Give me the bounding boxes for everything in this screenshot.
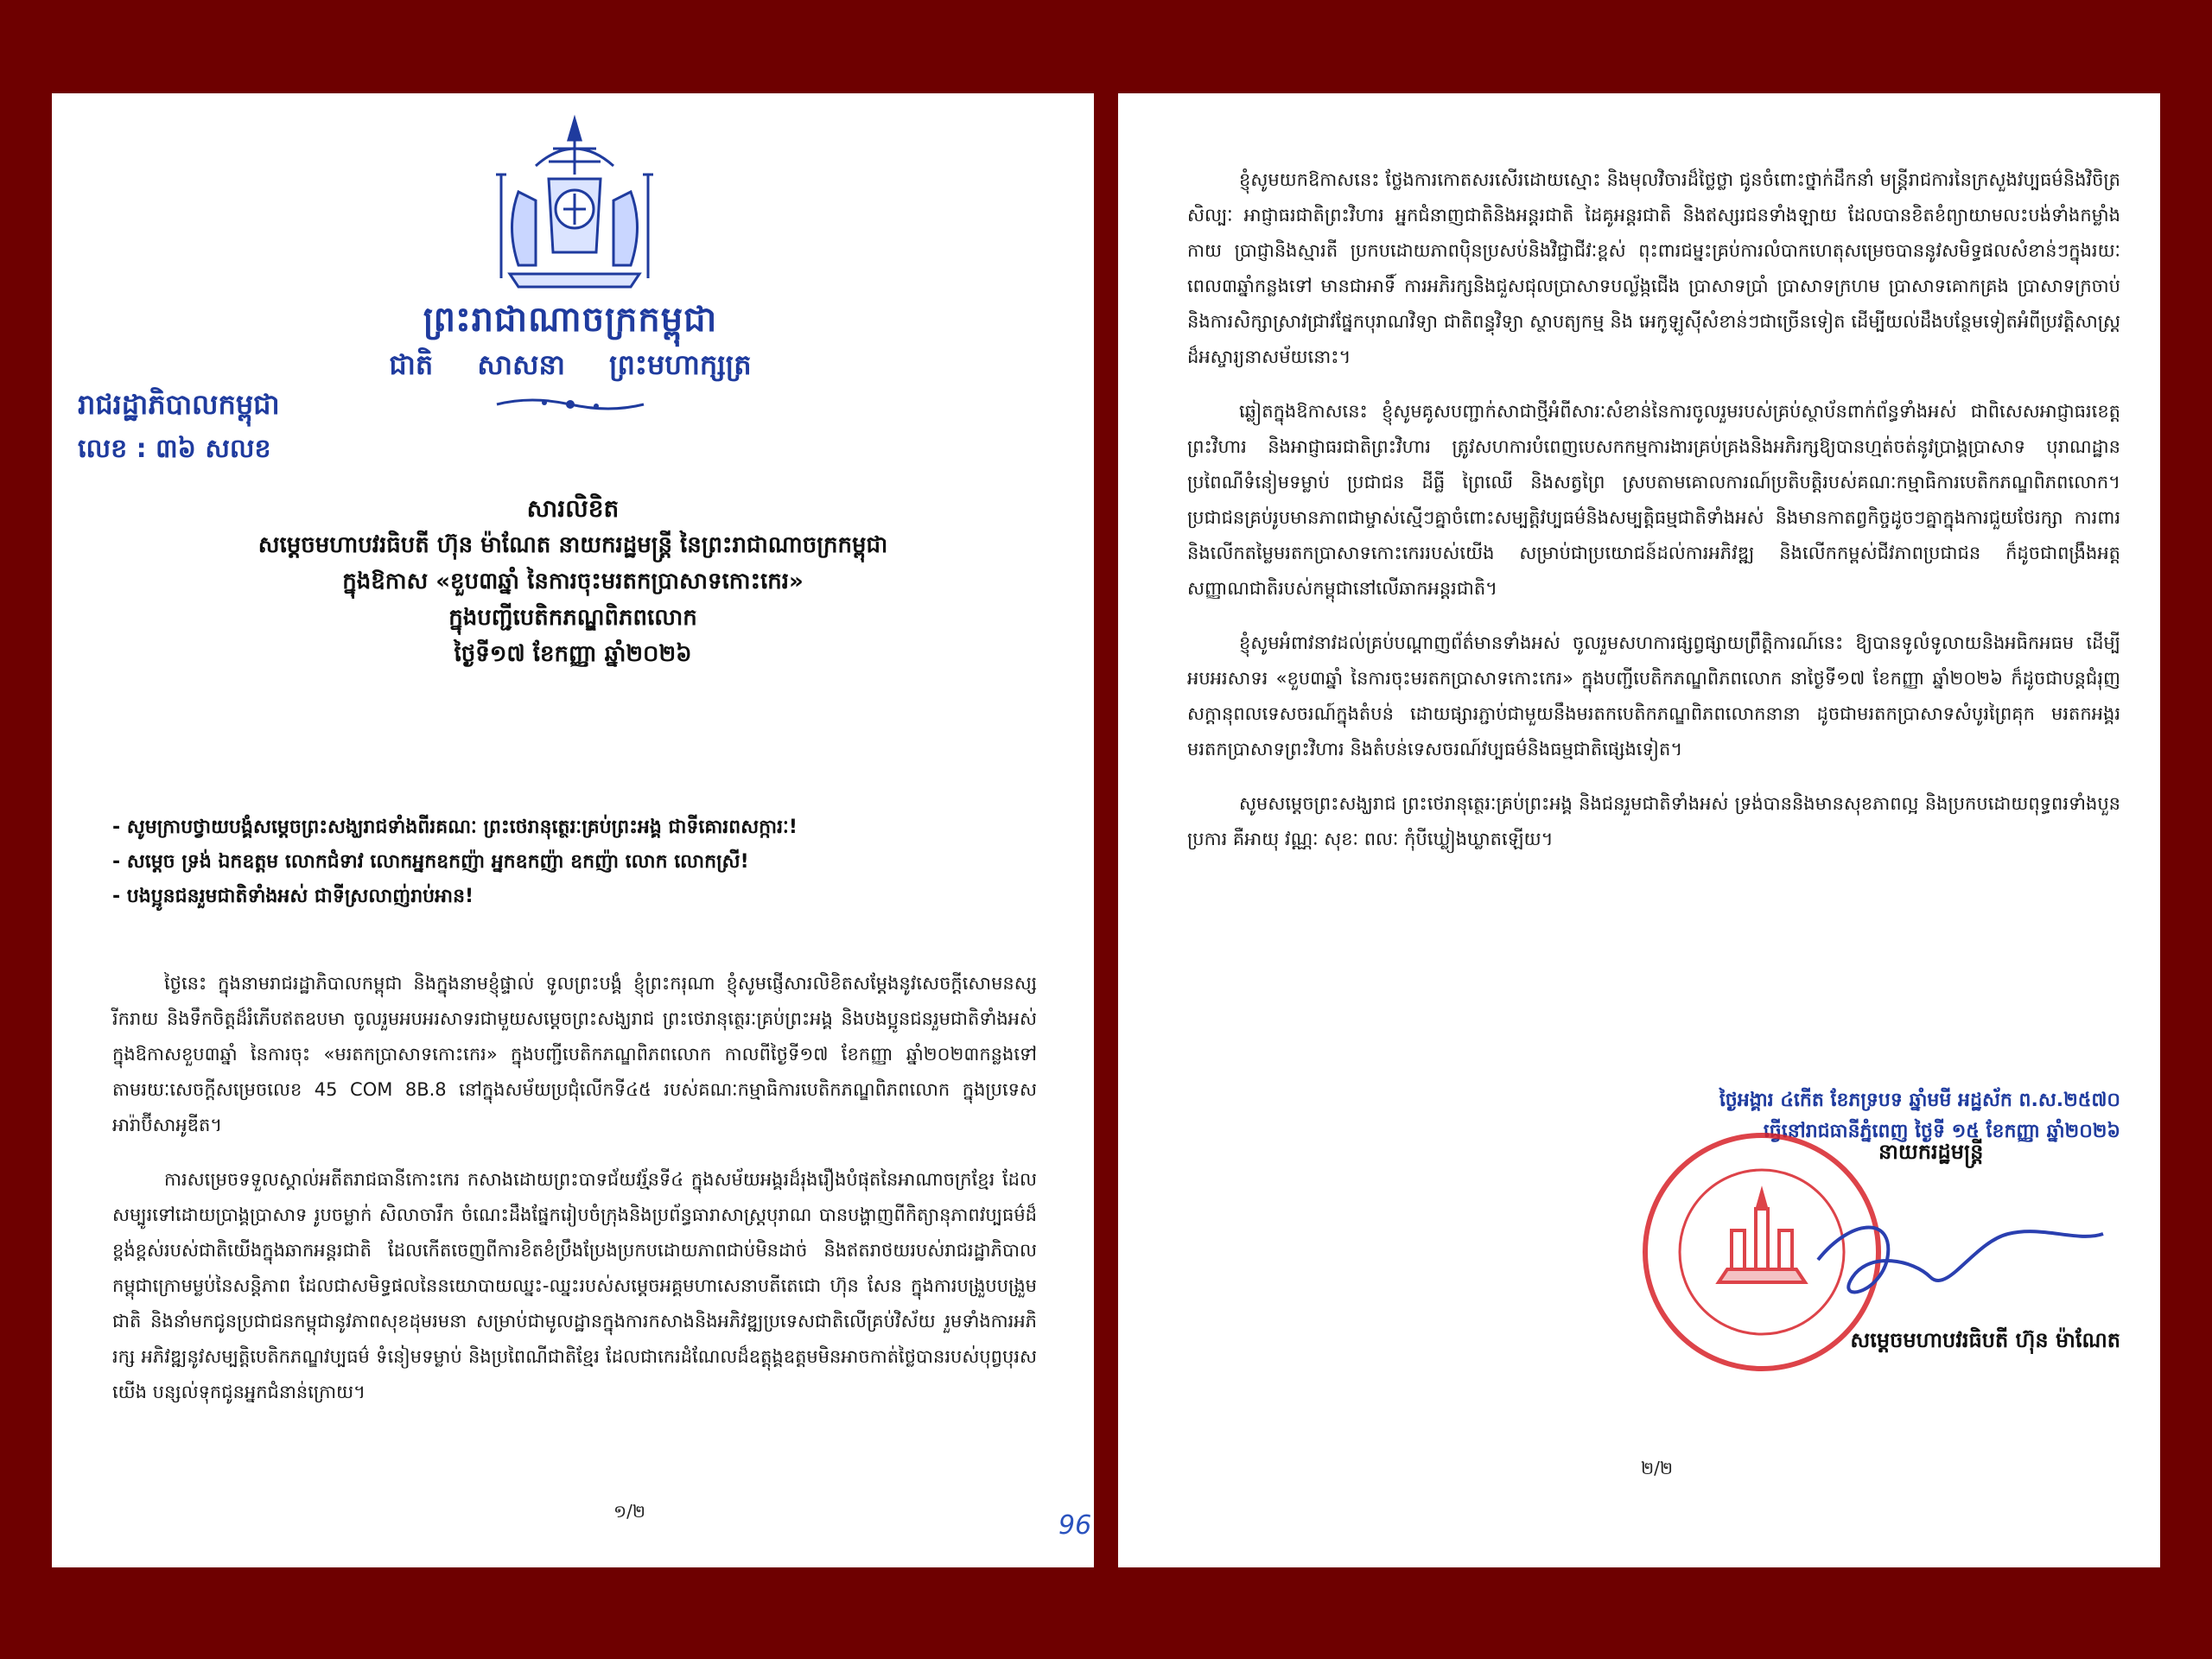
- handwritten-signature-icon: [1801, 1208, 2112, 1312]
- title-line: សម្តេចមហាបវរធិបតី ហ៊ុន ម៉ាណែត នាយករដ្ឋមន្ត្រី នៃព្រះរាជាណាចក្រកម្ពុជា: [257, 532, 888, 558]
- reference-number: លេខ : ៣៦ សលខ: [78, 434, 271, 464]
- national-motto: ជាតិ សាសនា ព្រះមហាក្សត្រ: [389, 348, 752, 381]
- letter-title: [104, 491, 1042, 672]
- body-paragraph: ការសម្រេចទទួលស្គាល់អតីតរាជធានីកោះកេរ កសាងដោយព្រះបាទជ័យវរ្ម័នទី៤ ក្នុងសម័យអង្គរដ៏រុងរឿងបំផុតនៃអាណាចក្រខ្មែរ ដែលសម្បូរទៅដោយប្រាង្គប្រាសាទ រូបចម្លាក់ សិលាចារឹក ចំណេះដឹងផ្នែករៀបចំក្រុងនិងប្រព័ន្ធធារាសាស្ត្របុរាណ បានបង្ហាញពីកិត្យានុភាពវប្បធម៌ដ៏ខ្ពង់ខ្ពស់របស់ជាតិយើងក្នុងឆាកអន្តរជាតិ ដែលកើតចេញពីការខិតខំប្រឹងប្រែងប្រកបដោយភាពជាប់មិនដាច់ និងឥតរាថយរបស់រាជរដ្ឋាភិបាលកម្ពុជាក្រោមម្លប់នៃសន្តិភាព ដែលជាសមិទ្ធផលនៃនយោបាយឈ្នះ-ឈ្នះរបស់សម្តេចអគ្គមហាសេនាបតីតេជោ ហ៊ុន សែន ក្នុងការបង្រួបបង្រួមជាតិ និងនាំមកជូនប្រជាជនកម្ពុជានូវភាពសុខដុមរមនា សម្រាប់ជាមូលដ្ឋានក្នុងការកសាងនិងអភិវឌ្ឍប្រទេសជាតិលើគ្រប់វិស័យ រួមទាំងការអភិរក្ស អភិវឌ្ឍនូវសម្បត្តិបេតិកភណ្ឌវប្បធម៌ ទំនៀមទម្លាប់ និងប្រពៃណីជាតិខ្មែរ ដែលជាកេរដំណែលដ៏ឧត្តុង្គឧត្តមមិនអាចកាត់ថ្លៃបានរបស់បុព្វបុរសយើង បន្សល់ទុកជូនអ្នកជំនាន់ក្រោយ។: [112, 1169, 1037, 1402]
- page-number: ១/២: [613, 1501, 646, 1522]
- signer-name: សម្តេចមហាបវរធិបតី ហ៊ុន ម៉ាណែត: [1850, 1328, 2120, 1352]
- royal-coat-of-arms-emblem: [484, 114, 665, 313]
- title-line: ថ្ងៃទី១៧ ខែកញ្ញា ឆ្នាំ២០២៦: [454, 641, 692, 667]
- lunar-date: ថ្ងៃអង្គារ ៤កើត ខែភទ្របទ ឆ្នាំមមី អដ្ឋស័ក ព.ស.២៥៧០: [1719, 1090, 2120, 1111]
- title-line: ក្នុងបញ្ជីបេតិកភណ្ឌពិភពលោក: [448, 605, 697, 631]
- salutation-item: - បងប្អូនជនរួមជាតិទាំងអស់ ជាទីស្រលាញ់រាប់អាន!: [112, 886, 474, 907]
- government-label: រាជរដ្ឋាភិបាលកម្ពុជា: [78, 388, 280, 421]
- signer-title: នាយករដ្ឋមន្ត្រី: [1878, 1140, 1984, 1164]
- letter-body: [1187, 162, 2120, 876]
- letter-body: [112, 966, 1037, 1429]
- body-paragraph: ខ្ញុំសូមយកឱកាសនេះ ថ្លែងការកោតសរសើរដោយស្មោះ និងមុលវិចារដ៏ថ្លៃថ្លា ជូនចំពោះថ្នាក់ដឹកនាំ មន្ត្រីរាជការនៃក្រសួងវប្បធម៌និងវិចិត្រសិល្បៈ អាជ្ញាធរជាតិព្រះវិហារ អ្នកជំនាញជាតិនិងអន្តរជាតិ ដៃគូអន្តរជាតិ និងឥស្សរជនទាំងឡាយ ដែលបានខិតខំព្យាយាមលះបង់ទាំងកម្លាំងកាយ ប្រាជ្ញានិងស្មារតី ប្រកបដោយភាពប៉ិនប្រសប់និងវិជ្ជាជីវៈខ្ពស់ ពុះពារជម្នះគ្រប់ការលំបាកហេតុសម្រេចបាននូវសមិទ្ធផលសំខាន់ៗក្នុងរយៈពេល៣ឆ្នាំកន្លងទៅ មានជាអាទិ៍ ការអភិរក្សនិងជួសជុលប្រាសាទបល្ល័ង្កជើង ប្រាសាទប្រាំ ប្រាសាទក្រហម ប្រាសាទគោកគ្រង ប្រាសាទក្រចាប់ និងការសិក្សាស្រាវជ្រាវផ្នែកបុរាណវិទ្យា ជាតិពន្ធុវិទ្យា ស្ថាបត្យកម្ម និង អេកូឡូស៊ីសំខាន់ៗជាច្រើនទៀត ដើម្បីយល់ដឹងបន្ថែមទៀតអំពីប្រវត្តិសាស្ត្រដ៏អស្ចារ្យនាសម័យនោះ។: [1187, 169, 2120, 367]
- kingdom-heading: ព្រះរាជាណាចក្រកម្ពុជា: [423, 300, 718, 340]
- body-paragraph: ខ្ញុំសូមអំពាវនាវដល់គ្រប់បណ្តាញព័ត៌មានទាំងអស់ ចូលរួមសហការផ្សព្វផ្សាយព្រឹត្តិការណ៍នេះ ឱ្យបានទូលំទូលាយនិងអធិកអធម ដើម្បីអបអរសាទរ «ខួប៣ឆ្នាំ នៃការចុះមរតកប្រាសាទកោះកេរ» ក្នុងបញ្ជីបេតិកភណ្ឌពិភពលោក នាថ្ងៃទី១៧ ខែកញ្ញា ឆ្នាំ២០២៦ ក៏ដូចជាបន្តជំរុញសក្តានុពលទេសចរណ៍ក្នុងតំបន់ ដោយផ្សារភ្ជាប់ជាមួយនឹងមរតកបេតិកភណ្ឌពិភពលោកនានា ដូចជាមរតកប្រាសាទសំបូរព្រៃគុក មរតកអង្គរ មរតកប្រាសាទព្រះវិហារ និងតំបន់ទេសចរណ៍វប្បធម៌និងធម្មជាតិផ្សេងទៀត។: [1187, 632, 2120, 760]
- salutation-item: - សូមក្រាបថ្វាយបង្គំសម្តេចព្រះសង្ឃរាជទាំងពីរគណៈ ព្រះថេរានុត្ថេរៈគ្រប់ព្រះអង្គ ជាទីគោរពសក្ការៈ!: [112, 817, 798, 838]
- place-date: ធ្វើនៅរាជធានីភ្នំពេញ ថ្ងៃទី ១៥ ខែកញ្ញា ឆ្នាំ២០២៦: [1763, 1121, 2120, 1142]
- letter-page-2: [1118, 93, 2160, 1567]
- body-paragraph: ឆ្លៀតក្នុងឱកាសនេះ ខ្ញុំសូមគូសបញ្ជាក់សាជាថ្មីអំពីសារៈសំខាន់នៃការចូលរួមរបស់គ្រប់ស្ថាប័នពាក់ព័ន្ធទាំងអស់ ជាពិសេសអាជ្ញាធរខេត្តព្រះវិហារ និងអាជ្ញាធរជាតិព្រះវិហារ ត្រូវសហការបំពេញបេសកកម្មការងារគ្រប់គ្រងនិងអភិរក្សឱ្យបានហ្មត់ចត់នូវប្រាង្គប្រាសាទ បុរាណដ្ឋាន ប្រពៃណីទំនៀមទម្លាប់ ប្រជាជន ដីធ្លី ព្រៃឈើ និងសត្វព្រៃ ស្របតាមគោលការណ៍ប្រតិបត្តិរបស់គណៈកម្មាធិការបេតិកភណ្ឌពិភពលោក។ ប្រជាជនគ្រប់រូបមានភាពជាម្ចាស់ស្មើៗគ្នាចំពោះសម្បត្តិវប្បធម៌និងសម្បត្តិធម្មជាតិទាំងអស់ និងមានកាតព្វកិច្ចដូចៗគ្នាក្នុងការជួយថែរក្សា ការពារ និងលើកតម្លៃមរតកប្រាសាទកោះកេររបស់យើង សម្រាប់ជាប្រយោជន៍ដល់ការអភិវឌ្ឍ និងលើកកម្ពស់ជីវភាពប្រជាជន ក៏ដូចជាពង្រឹងអត្តសញ្ញាណជាតិរបស់កម្ពុជានៅលើឆាកអន្តរជាតិ។: [1187, 401, 2120, 599]
- margin-initial-mark: 96: [1058, 1510, 1092, 1541]
- salutation-list: [112, 810, 1037, 914]
- letter-page-1: [52, 93, 1094, 1567]
- salutation-item: - សម្តេច ទ្រង់ ឯកឧត្តម លោកជំទាវ លោកអ្នកឧកញ៉ា អ្នកឧកញ៉ា ឧកញ៉ា លោក លោកស្រី!: [112, 851, 749, 873]
- body-paragraph: ថ្ងៃនេះ ក្នុងនាមរាជរដ្ឋាភិបាលកម្ពុជា និងក្នុងនាមខ្ញុំផ្ទាល់ ទូលព្រះបង្គំ ខ្ញុំព្រះករុណា ខ្ញុំសូមផ្ញើសារលិខិតសម្តែងនូវសេចក្តីសោមនស្សរីករាយ និងទឹកចិត្តដ៏រំភើបឥតឧបមា ចូលរួមអបអរសាទរជាមួយសម្តេចព្រះសង្ឃរាជ ព្រះថេរានុត្ថេរៈគ្រប់ព្រះអង្គ និងបងប្អូនជនរួមជាតិទាំងអស់ ក្នុងឱកាសខួប៣ឆ្នាំ នៃការចុះ «មរតកប្រាសាទកោះកេរ» ក្នុងបញ្ជីបេតិកភណ្ឌពិភពលោក កាលពីថ្ងៃទី១៧ ខែកញ្ញា ឆ្នាំ២០២៣កន្លងទៅ តាមរយៈសេចក្តីសម្រេចលេខ 45 COM 8B.8 នៅក្នុងសម័យប្រជុំលើកទី៤៥ របស់គណៈកម្មាធិការបេតិកភណ្ឌពិភពលោក ក្នុងប្រទេសអារ៉ាប៊ីសាអូឌីត។: [112, 973, 1037, 1135]
- body-paragraph: សូមសម្តេចព្រះសង្ឃរាជ ព្រះថេរានុត្ថេរៈគ្រប់ព្រះអង្គ និងជនរួមជាតិទាំងអស់ ទ្រង់បាននិងមានសុខភាពល្អ និងប្រកបដោយពុទ្ធពរទាំងបួនប្រការ គឺអាយុ វណ្ណៈ សុខៈ ពលៈ កុំបីឃ្លៀងឃ្លាតឡើយ។: [1187, 793, 2120, 849]
- title-line: សារលិខិត: [526, 494, 620, 523]
- page-number: ២/២: [1641, 1458, 1674, 1478]
- title-line: ក្នុងឱកាស «ខួប៣ឆ្នាំ នៃការចុះមរតកប្រាសាទកោះកេរ»: [342, 569, 804, 594]
- ornament-divider-icon: [493, 394, 648, 415]
